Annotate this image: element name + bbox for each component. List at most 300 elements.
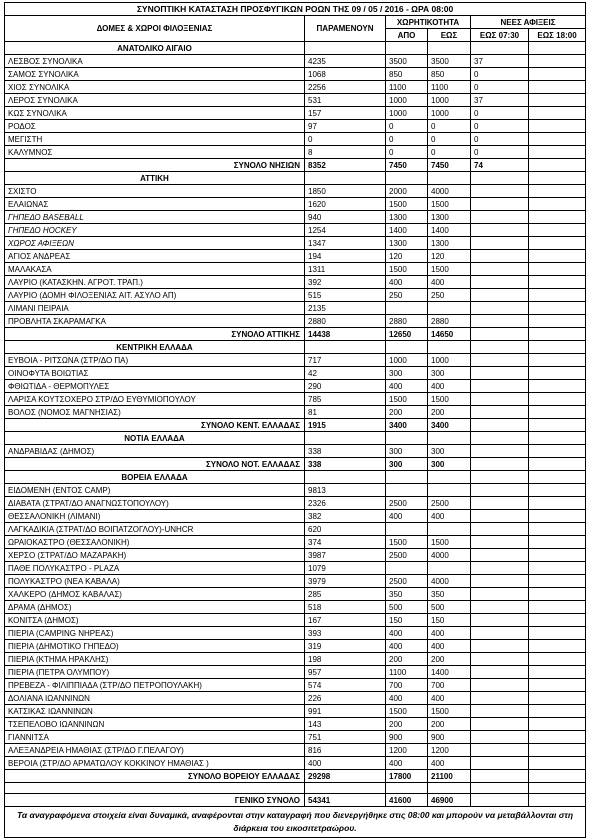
header-capacity-to: ΕΩΣ (428, 29, 471, 42)
subtotal-row (5, 328, 586, 341)
arrivals-1800-cell (529, 406, 586, 419)
region-header-row (5, 471, 586, 484)
arrivals-1800-cell (529, 159, 586, 172)
arrivals-0730-cell (471, 302, 529, 315)
capacity-to-cell: 4000 (428, 185, 471, 198)
present-cell: 392 (305, 276, 386, 289)
capacity-from-cell (386, 562, 428, 575)
capacity-to-cell: 150 (428, 614, 471, 627)
table-row (5, 393, 586, 406)
capacity-from-cell: 400 (386, 757, 428, 770)
arrivals-0730-cell (471, 224, 529, 237)
empty-cell (428, 432, 471, 445)
arrivals-1800-cell (529, 497, 586, 510)
capacity-from-cell: 1500 (386, 536, 428, 549)
table-row (5, 406, 586, 419)
present-cell: 0 (305, 133, 386, 146)
present-cell: 382 (305, 510, 386, 523)
table-row (5, 354, 586, 367)
arrivals-0730-cell (471, 718, 529, 731)
arrivals-1800-cell (529, 458, 586, 471)
facility-name: ΚΟΝΙΤΣΑ (ΔΗΜΟΣ) (5, 614, 305, 627)
facility-name: ΒΕΡΟΙΑ (ΣΤΡ/ΔΟ ΑΡΜΑΤΩΛΟΥ ΚΟΚΚΙΝΟΥ ΗΜΑΘΙΑΣ ) (5, 757, 305, 770)
capacity-from-cell: 400 (386, 510, 428, 523)
table-row (5, 68, 586, 81)
present-cell: 393 (305, 627, 386, 640)
arrivals-0730-cell (471, 497, 529, 510)
capacity-from-cell: 0 (386, 133, 428, 146)
arrivals-1800-cell (529, 133, 586, 146)
facility-name: ΓΙΑΝΝΙΤΣΑ (5, 731, 305, 744)
facility-name: ΕΛΑΙΩΝΑΣ (5, 198, 305, 211)
facility-name: ΠΡΟΒΛΗΤΑ ΣΚΑΡΑΜΑΓΚΑ (5, 315, 305, 328)
capacity-to-cell: 1500 (428, 393, 471, 406)
facility-name: ΛΕΡΟΣ ΣΥΝΟΛΙΚΑ (5, 94, 305, 107)
table-row (5, 198, 586, 211)
facility-name: ΜΕΓΙΣΤΗ (5, 133, 305, 146)
empty-cell (305, 783, 386, 794)
present-cell: 194 (305, 250, 386, 263)
arrivals-0730-cell (471, 445, 529, 458)
capacity-to-cell: 400 (428, 276, 471, 289)
table-row (5, 55, 586, 68)
arrivals-0730-cell (471, 794, 529, 807)
subtotal-row (5, 458, 586, 471)
arrivals-0730-cell (471, 185, 529, 198)
header-until-0730: ΕΩΣ 07:30 (471, 29, 529, 42)
spacer-row (5, 783, 586, 794)
present-cell: 1068 (305, 68, 386, 81)
capacity-to-cell: 0 (428, 146, 471, 159)
capacity-to-cell: 1000 (428, 107, 471, 120)
arrivals-1800-cell (529, 614, 586, 627)
table-row (5, 562, 586, 575)
region-name: ΑΝΑΤΟΛΙΚΟ ΑΙΓΑΙΟ (5, 42, 305, 55)
arrivals-1800-cell (529, 627, 586, 640)
capacity-to-cell: 400 (428, 510, 471, 523)
capacity-from-cell: 900 (386, 731, 428, 744)
capacity-to-cell: 3400 (428, 419, 471, 432)
arrivals-1800-cell (529, 536, 586, 549)
present-cell: 1347 (305, 237, 386, 250)
empty-cell (529, 783, 586, 794)
present-cell: 42 (305, 367, 386, 380)
region-name: ΑΤΤΙΚΗ (5, 172, 305, 185)
capacity-from-cell: 300 (386, 458, 428, 471)
capacity-to-cell: 400 (428, 380, 471, 393)
table-row (5, 679, 586, 692)
capacity-from-cell: 2880 (386, 315, 428, 328)
facility-name: ΠΙΕΡΙΑ (ΚΤΗΜΑ ΗΡΑΚΛΗΣ) (5, 653, 305, 666)
arrivals-1800-cell (529, 757, 586, 770)
capacity-to-cell: 1300 (428, 211, 471, 224)
subtotal-label: ΣΥΝΟΛΟ ΑΤΤΙΚΗΣ (5, 328, 305, 341)
facility-name: ΕΙΔΟΜΕΝΗ (ΕΝΤΟΣ CAMP) (5, 484, 305, 497)
present-cell: 8352 (305, 159, 386, 172)
present-cell: 319 (305, 640, 386, 653)
empty-cell (428, 42, 471, 55)
capacity-to-cell: 200 (428, 653, 471, 666)
arrivals-0730-cell (471, 380, 529, 393)
arrivals-0730-cell (471, 211, 529, 224)
facility-name: ΛΑΥΡΙΟ (ΔΟΜΗ ΦΙΛΟΞΕΝΙΑΣ ΑΙΤ. ΑΣΥΛΟ ΑΠ) (5, 289, 305, 302)
facility-name: ΑΓΙΟΣ ΑΝΔΡΕΑΣ (5, 250, 305, 263)
present-cell: 1915 (305, 419, 386, 432)
capacity-from-cell (386, 302, 428, 315)
present-cell: 1254 (305, 224, 386, 237)
table-row (5, 237, 586, 250)
table-row (5, 510, 586, 523)
arrivals-1800-cell (529, 601, 586, 614)
report-title: ΣΥΝΟΠΤΙΚΗ ΚΑΤΑΣΤΑΣΗ ΠΡΟΣΦΥΓΙΚΩΝ ΡΟΩΝ ΤΗΣ 09 / 05 / 2016 - ΩΡΑ 08:00 (5, 3, 586, 16)
present-cell: 816 (305, 744, 386, 757)
table-row (5, 211, 586, 224)
capacity-from-cell: 1000 (386, 354, 428, 367)
table-row (5, 666, 586, 679)
present-cell: 400 (305, 757, 386, 770)
present-cell: 198 (305, 653, 386, 666)
arrivals-0730-cell (471, 770, 529, 783)
facility-name: ΧΕΡΣΟ (ΣΤΡΑΤ/ΔΟ ΜΑΖΑΡΑΚΗ) (5, 549, 305, 562)
arrivals-1800-cell (529, 770, 586, 783)
table-row (5, 731, 586, 744)
capacity-to-cell: 21100 (428, 770, 471, 783)
arrivals-0730-cell: 74 (471, 159, 529, 172)
facility-name: ΧΙΟΣ ΣΥΝΟΛΙΚΑ (5, 81, 305, 94)
arrivals-1800-cell (529, 328, 586, 341)
arrivals-1800-cell (529, 679, 586, 692)
arrivals-1800-cell (529, 549, 586, 562)
empty-cell (386, 783, 428, 794)
table-row (5, 120, 586, 133)
capacity-to-cell: 900 (428, 731, 471, 744)
present-cell: 290 (305, 380, 386, 393)
capacity-to-cell: 200 (428, 406, 471, 419)
capacity-from-cell: 400 (386, 380, 428, 393)
empty-cell (471, 341, 529, 354)
capacity-from-cell: 1300 (386, 237, 428, 250)
empty-cell (305, 42, 386, 55)
present-cell: 3979 (305, 575, 386, 588)
capacity-from-cell: 2000 (386, 185, 428, 198)
present-cell: 1079 (305, 562, 386, 575)
empty-cell (471, 471, 529, 484)
arrivals-0730-cell: 0 (471, 133, 529, 146)
arrivals-0730-cell (471, 653, 529, 666)
capacity-from-cell: 7450 (386, 159, 428, 172)
capacity-from-cell: 1500 (386, 705, 428, 718)
header-new-arrivals: ΝΕΕΣ ΑΦΙΞΕΙΣ (471, 16, 586, 29)
present-cell: 620 (305, 523, 386, 536)
table-row (5, 588, 586, 601)
footer-row (5, 807, 586, 838)
arrivals-0730-cell (471, 419, 529, 432)
arrivals-1800-cell (529, 354, 586, 367)
arrivals-1800-cell (529, 718, 586, 731)
table-row (5, 445, 586, 458)
present-cell: 531 (305, 94, 386, 107)
facility-name: ΛΑΡΙΣΑ ΚΟΥΤΣΟΧΕΡΟ ΣΤΡ/ΔΟ ΕΥΘΥΜΙΟΠΟΥΛΟΥ (5, 393, 305, 406)
arrivals-1800-cell (529, 211, 586, 224)
facility-name: ΑΝΔΡΑΒΙΔΑΣ (ΔΗΜΟΣ) (5, 445, 305, 458)
arrivals-0730-cell: 0 (471, 68, 529, 81)
region-header-row (5, 42, 586, 55)
empty-cell (428, 172, 471, 185)
capacity-from-cell: 350 (386, 588, 428, 601)
facility-name: ΚΩΣ ΣΥΝΟΛΙΚΑ (5, 107, 305, 120)
header-present: ΠΑΡΑΜΕΝΟΥΝ (305, 16, 386, 42)
facility-name: ΠΙΕΡΙΑ (CAMPING ΝΗΡΕΑΣ) (5, 627, 305, 640)
capacity-to-cell: 3500 (428, 55, 471, 68)
capacity-from-cell: 1100 (386, 81, 428, 94)
capacity-to-cell: 0 (428, 120, 471, 133)
table-row (5, 107, 586, 120)
capacity-to-cell: 400 (428, 627, 471, 640)
region-header-row (5, 172, 586, 185)
capacity-from-cell: 1200 (386, 744, 428, 757)
table-row (5, 81, 586, 94)
present-cell: 226 (305, 692, 386, 705)
present-cell: 374 (305, 536, 386, 549)
facility-name: ΛΙΜΑΝΙ ΠΕΙΡΑΙΑ (5, 302, 305, 315)
present-cell: 1850 (305, 185, 386, 198)
facility-name: ΓΗΠΕΔΟ BASEBALL (5, 211, 305, 224)
arrivals-1800-cell (529, 523, 586, 536)
capacity-from-cell: 300 (386, 367, 428, 380)
present-cell: 9813 (305, 484, 386, 497)
grand-total-label: ΓΕΝΙΚΟ ΣΥΝΟΛΟ (5, 794, 305, 807)
arrivals-1800-cell (529, 393, 586, 406)
capacity-to-cell: 1500 (428, 263, 471, 276)
capacity-to-cell: 500 (428, 601, 471, 614)
arrivals-0730-cell (471, 666, 529, 679)
capacity-from-cell: 400 (386, 692, 428, 705)
arrivals-0730-cell (471, 328, 529, 341)
arrivals-1800-cell (529, 575, 586, 588)
capacity-from-cell: 0 (386, 146, 428, 159)
facility-name: ΠΑΘΕ ΠΟΛΥΚΑΣΤΡΟ - PLAZA (5, 562, 305, 575)
arrivals-1800-cell (529, 653, 586, 666)
capacity-from-cell: 1500 (386, 393, 428, 406)
present-cell: 81 (305, 406, 386, 419)
facility-name: ΧΑΛΚΕΡΟ (ΔΗΜΟΣ ΚΑΒΑΛΑΣ) (5, 588, 305, 601)
capacity-from-cell: 1500 (386, 198, 428, 211)
present-cell: 515 (305, 289, 386, 302)
present-cell: 2256 (305, 81, 386, 94)
arrivals-1800-cell (529, 276, 586, 289)
arrivals-1800-cell (529, 588, 586, 601)
capacity-from-cell: 1400 (386, 224, 428, 237)
arrivals-0730-cell (471, 575, 529, 588)
capacity-to-cell: 1500 (428, 536, 471, 549)
capacity-from-cell: 1300 (386, 211, 428, 224)
subtotal-row (5, 419, 586, 432)
arrivals-0730-cell (471, 367, 529, 380)
capacity-from-cell: 700 (386, 679, 428, 692)
empty-cell (428, 783, 471, 794)
present-cell: 8 (305, 146, 386, 159)
capacity-to-cell: 1000 (428, 354, 471, 367)
empty-cell (386, 432, 428, 445)
present-cell: 574 (305, 679, 386, 692)
capacity-to-cell: 1400 (428, 666, 471, 679)
facility-name: ΚΑΤΣΙΚΑΣ ΙΩΑΝΝΙΝΩΝ (5, 705, 305, 718)
capacity-from-cell: 1000 (386, 94, 428, 107)
present-cell: 338 (305, 458, 386, 471)
region-header-row (5, 341, 586, 354)
arrivals-1800-cell (529, 731, 586, 744)
table-row (5, 250, 586, 263)
capacity-from-cell (386, 523, 428, 536)
table-row (5, 718, 586, 731)
present-cell: 97 (305, 120, 386, 133)
subtotal-row (5, 159, 586, 172)
empty-cell (5, 783, 305, 794)
facility-name: ΛΕΣΒΟΣ ΣΥΝΟΛΙΚΑ (5, 55, 305, 68)
table-row (5, 627, 586, 640)
present-cell: 4235 (305, 55, 386, 68)
facility-name: ΛΑΓΚΑΔΙΚΙΑ (ΣΤΡΑΤ/ΔΟ ΒΟΙΠΑΤΖΟΓΛΟΥ)-UNHCR (5, 523, 305, 536)
present-cell: 338 (305, 445, 386, 458)
arrivals-1800-cell (529, 146, 586, 159)
empty-cell (428, 471, 471, 484)
arrivals-0730-cell (471, 757, 529, 770)
arrivals-0730-cell: 0 (471, 120, 529, 133)
subtotal-label: ΣΥΝΟΛΟ ΝΟΤ. ΕΛΛΑΔΑΣ (5, 458, 305, 471)
present-cell: 285 (305, 588, 386, 601)
arrivals-1800-cell (529, 484, 586, 497)
arrivals-0730-cell: 0 (471, 146, 529, 159)
present-cell: 957 (305, 666, 386, 679)
arrivals-0730-cell: 0 (471, 81, 529, 94)
capacity-from-cell: 400 (386, 276, 428, 289)
table-row (5, 224, 586, 237)
arrivals-0730-cell (471, 406, 529, 419)
arrivals-1800-cell (529, 302, 586, 315)
facility-name: ΔΙΑΒΑΤΑ (ΣΤΡΑΤ/ΔΟ ΑΝΑΓΝΩΣΤΟΠΟΥΛΟΥ) (5, 497, 305, 510)
arrivals-0730-cell (471, 484, 529, 497)
arrivals-1800-cell (529, 289, 586, 302)
capacity-from-cell: 3400 (386, 419, 428, 432)
present-cell: 167 (305, 614, 386, 627)
arrivals-0730-cell (471, 640, 529, 653)
present-cell: 785 (305, 393, 386, 406)
region-name: ΚΕΝΤΡΙΚΗ ΕΛΛΑΔΑ (5, 341, 305, 354)
arrivals-1800-cell (529, 198, 586, 211)
facility-name: ΑΛΕΞΑΝΔΡΕΙΑ ΗΜΑΘΙΑΣ (ΣΤΡ/ΔΟ Γ.ΠΕΛΑΓΟΥ) (5, 744, 305, 757)
arrivals-0730-cell (471, 393, 529, 406)
arrivals-1800-cell (529, 744, 586, 757)
capacity-from-cell: 0 (386, 120, 428, 133)
capacity-from-cell: 200 (386, 406, 428, 419)
capacity-from-cell: 2500 (386, 575, 428, 588)
present-cell: 940 (305, 211, 386, 224)
capacity-to-cell: 400 (428, 757, 471, 770)
arrivals-0730-cell (471, 315, 529, 328)
arrivals-1800-cell (529, 81, 586, 94)
arrivals-0730-cell: 37 (471, 94, 529, 107)
header-structures: ΔΟΜΕΣ & ΧΩΡΟΙ ΦΙΛΟΞΕΝΙΑΣ (5, 16, 305, 42)
facility-name: ΟΙΝΟΦΥΤΑ ΒΟΙΩΤΙΑΣ (5, 367, 305, 380)
table-row (5, 146, 586, 159)
arrivals-1800-cell (529, 68, 586, 81)
arrivals-0730-cell (471, 692, 529, 705)
present-cell: 518 (305, 601, 386, 614)
present-cell: 991 (305, 705, 386, 718)
capacity-to-cell: 400 (428, 640, 471, 653)
arrivals-1800-cell (529, 640, 586, 653)
arrivals-0730-cell (471, 614, 529, 627)
arrivals-0730-cell: 37 (471, 55, 529, 68)
capacity-to-cell: 300 (428, 367, 471, 380)
capacity-from-cell: 250 (386, 289, 428, 302)
table-row (5, 523, 586, 536)
subtotal-label: ΣΥΝΟΛΟ ΒΟΡΕΙΟΥ ΕΛΛΑΔΑΣ (5, 770, 305, 783)
arrivals-0730-cell (471, 562, 529, 575)
capacity-from-cell: 850 (386, 68, 428, 81)
arrivals-0730-cell (471, 237, 529, 250)
empty-cell (471, 172, 529, 185)
capacity-from-cell: 200 (386, 718, 428, 731)
facility-name: ΔΟΛΙΑΝΑ ΙΩΑΝΝΙΝΩΝ (5, 692, 305, 705)
capacity-to-cell: 4000 (428, 575, 471, 588)
capacity-from-cell: 150 (386, 614, 428, 627)
arrivals-1800-cell (529, 445, 586, 458)
arrivals-0730-cell (471, 289, 529, 302)
table-row (5, 302, 586, 315)
empty-cell (529, 432, 586, 445)
table-row (5, 601, 586, 614)
arrivals-0730-cell (471, 510, 529, 523)
arrivals-1800-cell (529, 794, 586, 807)
arrivals-1800-cell (529, 510, 586, 523)
facility-name: ΠΙΕΡΙΑ (ΔΗΜΟΤΙΚΟ ΓΗΠΕΔΟ) (5, 640, 305, 653)
present-cell: 1311 (305, 263, 386, 276)
arrivals-0730-cell (471, 250, 529, 263)
capacity-from-cell: 300 (386, 445, 428, 458)
capacity-to-cell: 2880 (428, 315, 471, 328)
capacity-from-cell: 12650 (386, 328, 428, 341)
grand-total-row (5, 794, 586, 807)
arrivals-1800-cell (529, 94, 586, 107)
arrivals-0730-cell (471, 263, 529, 276)
table-row (5, 367, 586, 380)
capacity-to-cell: 250 (428, 289, 471, 302)
capacity-to-cell: 0 (428, 133, 471, 146)
facility-name: ΡΟΔΟΣ (5, 120, 305, 133)
present-cell: 54341 (305, 794, 386, 807)
arrivals-0730-cell (471, 731, 529, 744)
capacity-to-cell: 850 (428, 68, 471, 81)
capacity-to-cell: 400 (428, 692, 471, 705)
table-row (5, 133, 586, 146)
arrivals-0730-cell (471, 523, 529, 536)
header-row-1 (5, 16, 586, 29)
arrivals-1800-cell (529, 380, 586, 393)
empty-cell (305, 432, 386, 445)
header-capacity: ΧΩΡΗΤΙΚΟΤΗΤΑ (386, 16, 471, 29)
present-cell: 2880 (305, 315, 386, 328)
region-name: ΒΟΡΕΙΑ ΕΛΛΑΔΑ (5, 471, 305, 484)
capacity-to-cell: 700 (428, 679, 471, 692)
arrivals-0730-cell (471, 458, 529, 471)
capacity-to-cell (428, 302, 471, 315)
arrivals-1800-cell (529, 666, 586, 679)
facility-name: ΦΘΙΩΤΙΔΑ - ΘΕΡΜΟΠΥΛΕΣ (5, 380, 305, 393)
facility-name: ΛΑΥΡΙΟ (ΚΑΤΑΣΚΗΝ. ΑΓΡΟΤ. ΤΡΑΠ.) (5, 276, 305, 289)
arrivals-1800-cell (529, 237, 586, 250)
facility-name: ΓΗΠΕΔΟ HOCKEY (5, 224, 305, 237)
